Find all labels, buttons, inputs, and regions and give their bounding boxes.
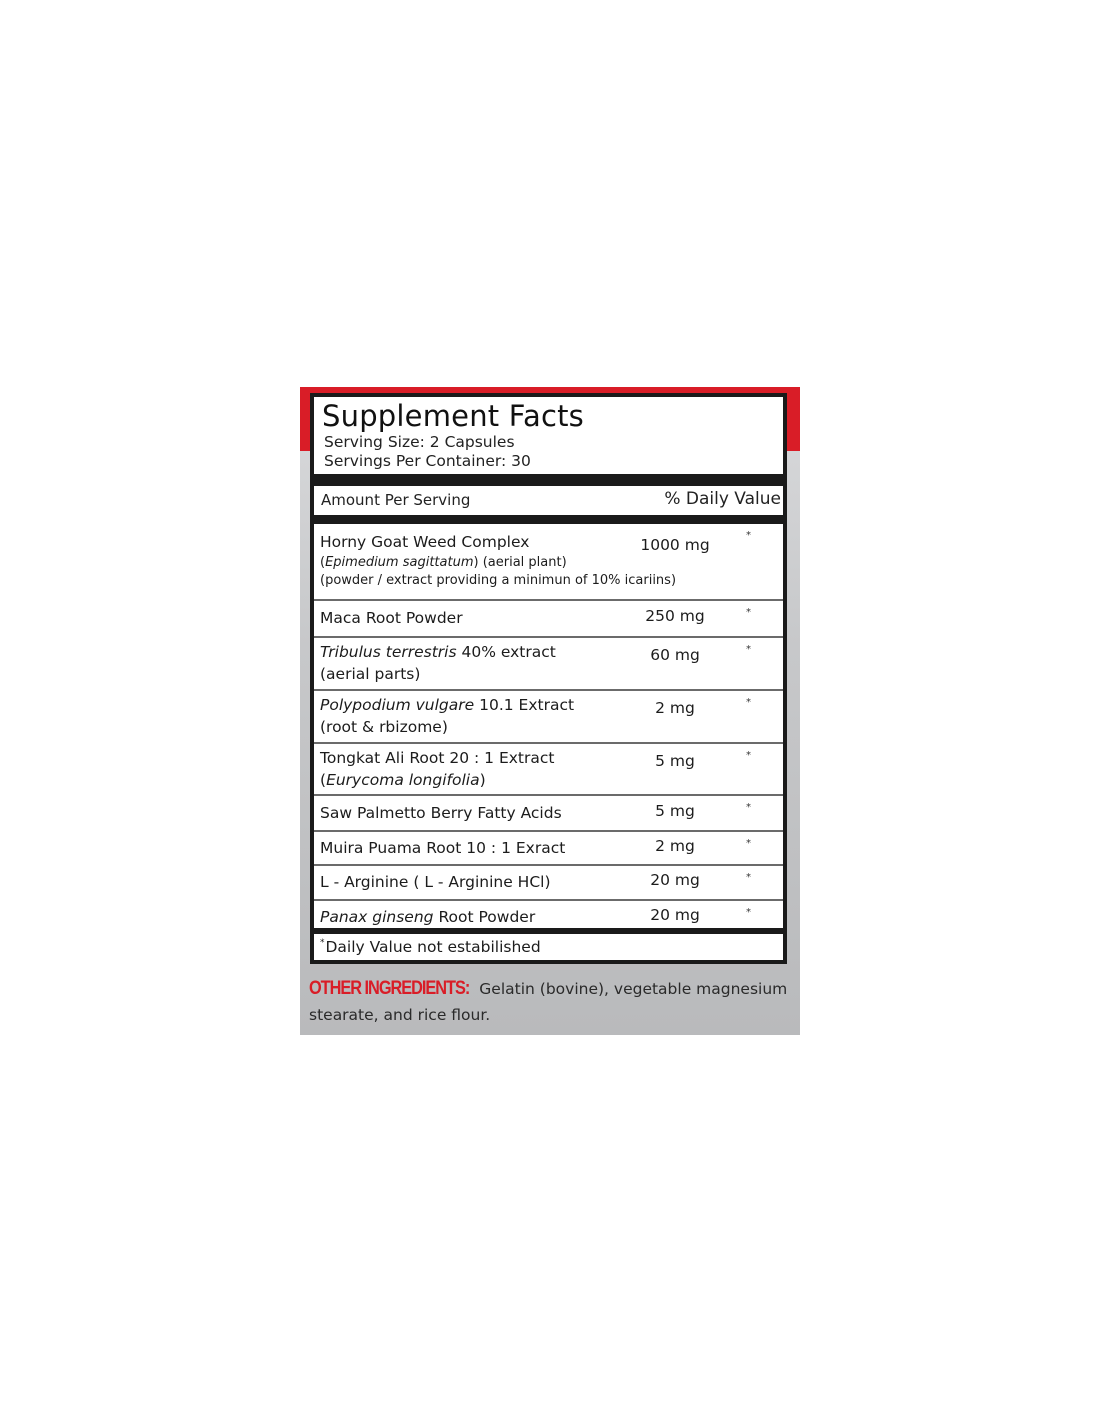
ingredient-name: L - Arginine ( L - Arginine HCl) xyxy=(320,873,551,891)
daily-value-mark: * xyxy=(746,644,751,655)
thick-divider xyxy=(314,515,783,524)
thick-divider xyxy=(314,474,783,486)
amount-per-serving-label: Amount Per Serving xyxy=(321,491,471,509)
ingredient-amount: 20 mg xyxy=(650,906,700,924)
table-row xyxy=(314,691,783,744)
daily-value-mark: * xyxy=(746,838,751,849)
servings-per-container: Servings Per Container: 30 xyxy=(324,452,531,470)
facts-title: Supplement Facts xyxy=(322,399,584,433)
daily-value-mark: * xyxy=(746,872,751,883)
table-row xyxy=(314,866,783,901)
table-row xyxy=(314,601,783,638)
ingredient-name: Tribulus terrestris 40% extract (aerial parts) xyxy=(320,643,556,683)
supplement-facts-panel xyxy=(310,393,787,964)
daily-value-mark: * xyxy=(746,750,751,761)
column-header-row xyxy=(314,486,783,515)
ingredient-amount: 20 mg xyxy=(650,871,700,889)
ingredient-amount: 1000 mg xyxy=(640,536,710,554)
ingredient-name: Tongkat Ali Root 20 : 1 Extract (Eurycoma longifolia) xyxy=(320,749,555,789)
ingredient-amount: 60 mg xyxy=(650,646,700,664)
table-row xyxy=(314,796,783,832)
ingredient-name: Polypodium vulgare 10.1 Extract (root & rbizome) xyxy=(320,696,575,736)
footnote: *Daily Value not estabilished xyxy=(320,938,541,956)
ingredient-name: Horny Goat Weed Complex (Epimedium sagittatum) (aerial plant) (powder / extract providing a minimun of 10% icariins) xyxy=(320,533,677,588)
daily-value-mark: * xyxy=(746,607,751,618)
other-ingredients-label: OTHER INGREDIENTS: xyxy=(309,978,470,999)
daily-value-label: % Daily Value xyxy=(664,489,781,509)
ingredient-name: Muira Puama Root 10 : 1 Exract xyxy=(320,839,566,857)
supplement-label xyxy=(300,387,800,1035)
ingredient-table xyxy=(314,524,783,935)
daily-value-mark: * xyxy=(746,530,751,541)
ingredient-amount: 250 mg xyxy=(645,607,705,625)
ingredient-amount: 5 mg xyxy=(655,802,695,820)
facts-header xyxy=(322,399,584,471)
ingredient-amount: 2 mg xyxy=(655,699,695,717)
table-row xyxy=(314,638,783,691)
daily-value-mark: * xyxy=(746,697,751,708)
thick-divider xyxy=(314,928,783,934)
ingredient-name: Maca Root Powder xyxy=(320,609,463,627)
table-row xyxy=(314,832,783,866)
daily-value-mark: * xyxy=(746,802,751,813)
table-row xyxy=(314,524,783,601)
serving-size: Serving Size: 2 Capsules xyxy=(324,433,515,451)
ingredient-name: Panax ginseng Root Powder xyxy=(320,908,536,926)
ingredient-amount: 2 mg xyxy=(655,837,695,855)
daily-value-mark: * xyxy=(746,907,751,918)
other-ingredients xyxy=(309,976,794,1028)
other-ingredients-text: Gelatin (bovine), vegetable magnesium stearate, and rice flour. xyxy=(309,980,788,1024)
ingredient-amount: 5 mg xyxy=(655,752,695,770)
table-row xyxy=(314,744,783,796)
ingredient-name: Saw Palmetto Berry Fatty Acids xyxy=(320,804,562,822)
